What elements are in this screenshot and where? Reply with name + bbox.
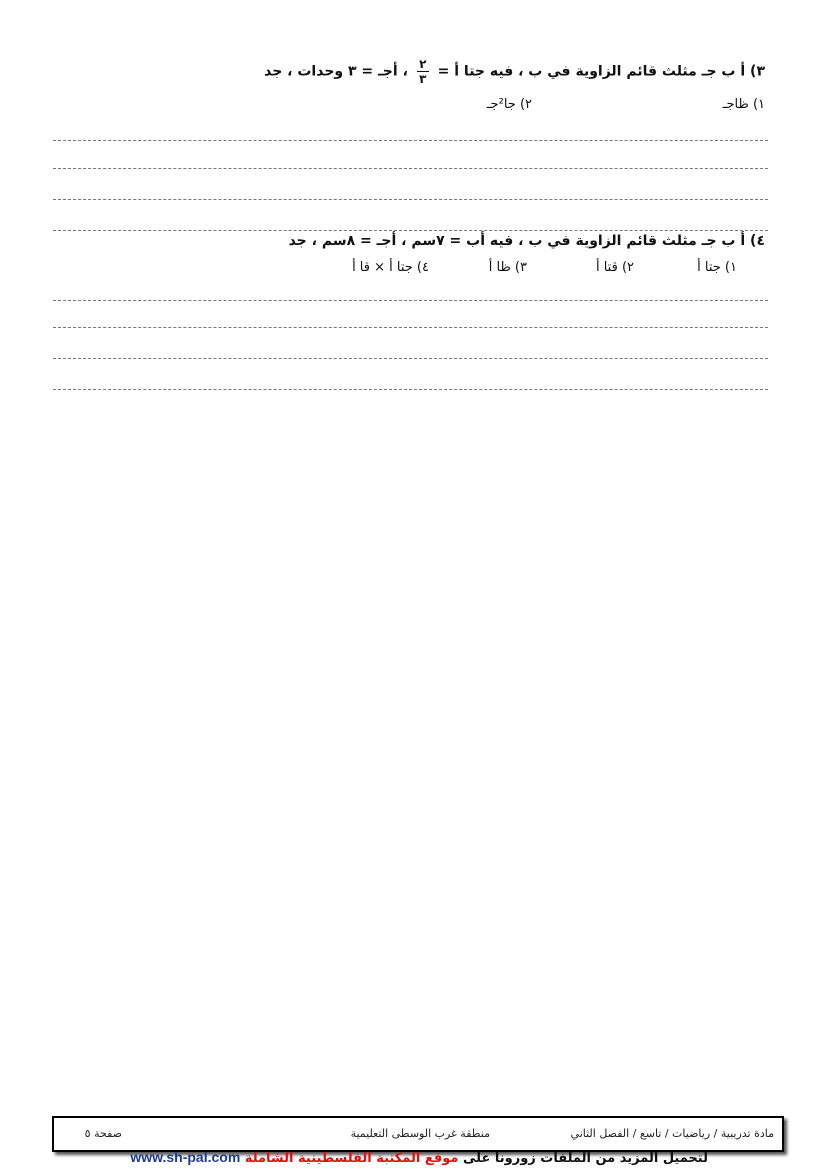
question-3-part-2: ٢) جا²جـ: [486, 97, 532, 112]
question-4-part-4: ٤) جتا أ × قا أ: [352, 260, 429, 275]
footer-course: مادة تدريبية / رياضيات / تاسع / الفصل الثاني: [570, 1127, 774, 1140]
download-banner[interactable]: [118, 1149, 708, 1167]
answer-line: [53, 140, 768, 141]
question-4-text: أ ب جـ مثلث قائم الزاوية في ب ، فيه أب = ٧سم ، أجـ = ٨سم ، جد: [288, 233, 746, 249]
banner-url-link[interactable]: www.sh-pal.com: [130, 1149, 241, 1165]
footer-district: منطقة غرب الوسطى التعليمية: [350, 1127, 490, 1140]
question-4-part-2: ٢) قتا أ: [595, 260, 634, 275]
banner-site-name[interactable]: موقع المكتبة الفلسطينية الشاملة: [244, 1151, 459, 1166]
question-4-number: ٤): [750, 233, 765, 249]
page-footer: [52, 1116, 784, 1152]
question-4-part-1: ١) جتا أ: [697, 260, 737, 275]
question-3-text-after: ، أجـ = ٣ وحدات ، جد: [264, 63, 408, 80]
fraction-numerator: ٢: [419, 57, 427, 71]
banner-text: لتحميل المزيد من الملفات زورونا على: [463, 1151, 708, 1166]
answer-line: [53, 168, 768, 169]
fraction-two-thirds: [417, 58, 429, 85]
question-4-part-3: ٣) ظا أ: [488, 260, 527, 275]
answer-line: [53, 389, 768, 390]
question-3-statement: [264, 58, 765, 85]
answer-line: [53, 327, 768, 328]
question-4-statement: [289, 233, 765, 249]
answer-line: [53, 199, 768, 200]
question-3-part-1: ١) ظاجـ: [722, 97, 765, 112]
answer-line: [53, 358, 768, 359]
question-3-number: ٣): [750, 63, 765, 80]
footer-page-number: صفحة ٥: [84, 1127, 122, 1140]
answer-line: [53, 300, 768, 301]
fraction-denominator: ٣: [419, 72, 427, 86]
answer-line: [53, 230, 768, 231]
question-3-text-before: أ ب جـ مثلث قائم الزاوية في ب ، فيه جتا أ =: [437, 63, 746, 80]
